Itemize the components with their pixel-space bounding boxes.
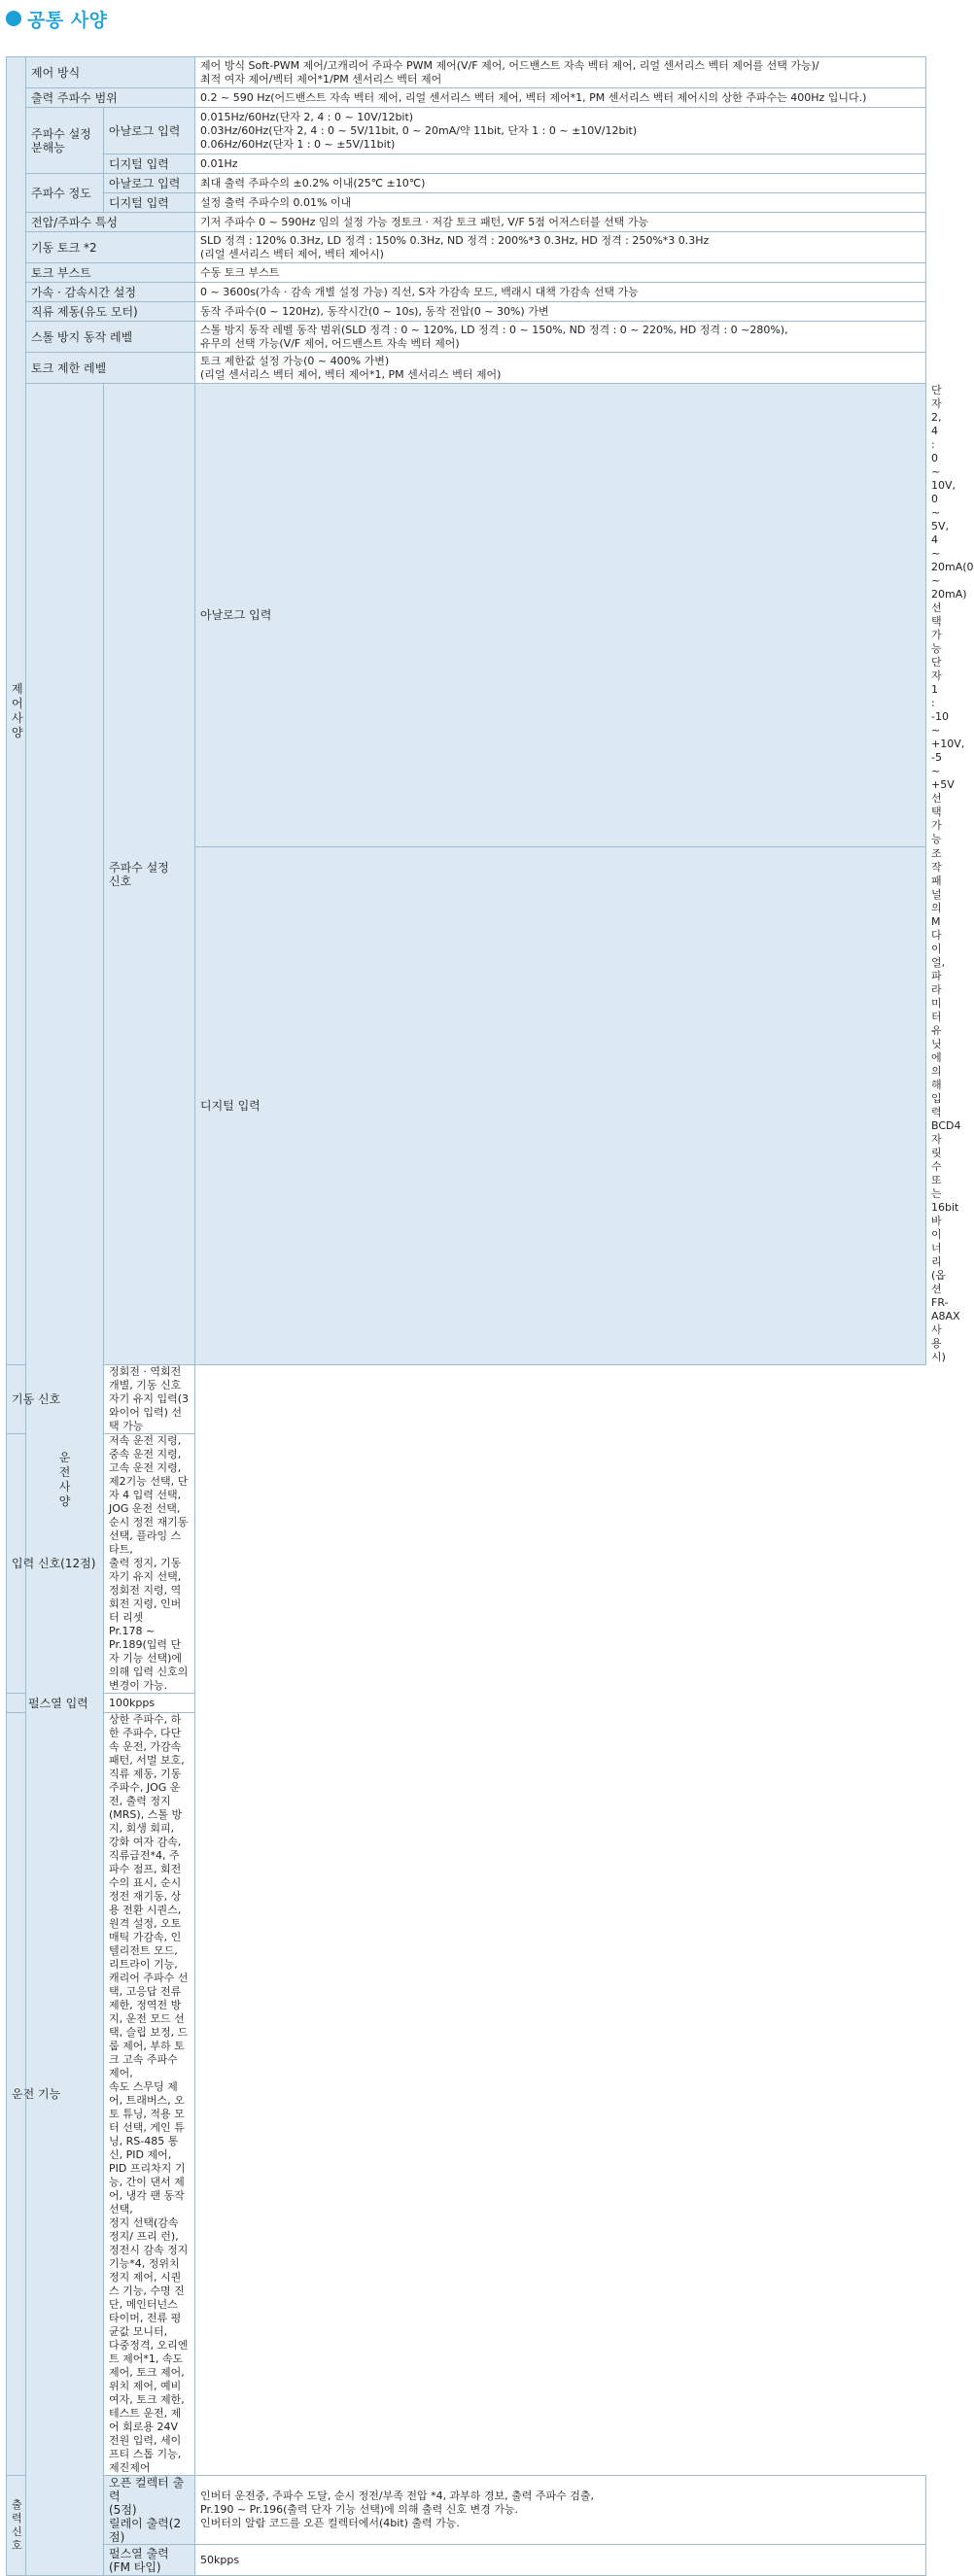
row-label: 기동 토크 *2 — [26, 232, 195, 263]
page-title: 공통 사양 — [27, 9, 108, 31]
section-title — [6, 4, 108, 33]
section-label-control: 제 어 사 양 — [7, 57, 26, 1365]
row-label: 가속 · 감속시간 설정 — [26, 283, 195, 302]
table-row — [7, 353, 926, 384]
row-value: 인버터 운전중, 주파수 도달, 순시 정전/부족 전압 *4, 과부하 경보, 출력 주파수 검출, Pr.190 ~ Pr.196(출력 단자 기능 선택)에 의해 출력 신호 변경 가능. 인버터의 알람 코드를 오픈 컬렉터에서(4bit) 출력 가능. — [195, 2476, 926, 2545]
row-sublabel: 아날로그 입력 — [195, 384, 926, 847]
table-row — [7, 1713, 926, 2476]
table-row — [7, 2476, 926, 2545]
section-label-output: 출 력 신 호 — [7, 2476, 26, 2576]
table-row — [7, 263, 926, 283]
table-row: 디지털 입력 조작 패널의 M 다이얼, 파라미터 유닛에 의해 입력 BCD4 자릿수 또는 16bit 바이너리(옵션 FR-A8AX 사용시) — [7, 847, 926, 1365]
row-sublabel: 디지털 입력 — [104, 193, 195, 213]
section-label-operation: 운 전 사 양 — [26, 384, 104, 2576]
row-label: 스톨 방지 동작 레벨 — [26, 322, 195, 353]
row-label: 입력 신호(12점) — [7, 1434, 104, 1694]
row-value: 제어 방식 Soft-PWM 제어/고캐리어 주파수 PWM 제어(V/F 제어, 어드밴스트 자속 벡터 제어, 리얼 센서리스 벡터 제어를 선택 가능)/ 최적 여자 제어/벡터 제어*1/PM 센서리스 벡터 제어 — [195, 57, 926, 88]
table-row — [7, 213, 926, 232]
table-row: 운 전 사 양 주파수 설정 신호 아날로그 입력 단자 2, 4 : 0 ~ 10V, 0 ~ 5V, 4 ~ 20mA(0 ~ 20mA) 선택 가능 단자 1 : -10 ~ +10V, -5 ~ +5V 선택 가능 — [7, 384, 926, 847]
row-value: 동작 주파수(0 ~ 120Hz), 동작시간(0 ~ 10s), 동작 전압(0 ~ 30%) 가변 — [195, 302, 926, 322]
row-value: 50kpps — [195, 2545, 926, 2576]
bullet-icon — [6, 11, 21, 26]
row-value: 기저 주파수 0 ~ 590Hz 임의 설정 가능 정토크 · 저감 토크 패턴, V/F 5점 어저스터블 선택 가능 — [195, 213, 926, 232]
row-value: 0.015Hz/60Hz(단자 2, 4 : 0 ~ 10V/12bit) 0.03Hz/60Hz(단자 2, 4 : 0 ~ 5V/11bit, 0 ~ 20mA/약 11bit, 단자 1 : 0 ~ ±10V/12bit) 0.06Hz/60Hz(단자 1 : 0 ~ ±5V/11bit) — [195, 108, 926, 155]
row-sublabel: 아날로그 입력 — [104, 108, 195, 155]
table-row — [7, 302, 926, 322]
table-row — [7, 1694, 926, 1713]
row-value: 토크 제한값 설정 가능(0 ~ 400% 가변) (리얼 센서리스 벡터 제어, 벡터 제어*1, PM 센서리스 벡터 제어) — [195, 353, 926, 384]
row-label: 주파수 설정 신호 — [104, 384, 195, 1365]
row-sublabel: 디지털 입력 — [104, 155, 195, 174]
row-label: 제어 방식 — [26, 57, 195, 88]
table-row — [7, 1434, 926, 1694]
row-value: 스톨 방지 동작 레벨 동작 범위(SLD 정격 : 0 ~ 120%, LD 정격 : 0 ~ 150%, ND 정격 : 0 ~ 220%, HD 정격 : 0 ~280%), 유무의 선택 가능(V/F 제어, 어드밴스트 자속 벡터 제어) — [195, 322, 926, 353]
row-label: 직류 제동(유도 모터) — [26, 302, 195, 322]
row-value: 정회전 · 역회전 개별, 기동 신호 자기 유지 입력(3 와이어 입력) 선택 가능 — [104, 1365, 195, 1434]
row-value: 0.2 ~ 590 Hz(어드밴스트 자속 벡터 제어, 리얼 센서리스 벡터 제어, 벡터 제어*1, PM 센서리스 벡터 제어시의 상한 주파수는 400Hz 입니다.) — [195, 88, 926, 108]
row-label: 기동 신호 — [7, 1365, 104, 1434]
row-value: 저속 운전 지령, 중속 운전 지령, 고속 운전 지령, 제2기능 선택, 단자 4 입력 선택, JOG 운전 선택, 순시 정전 재기동 선택, 플라잉 스타트, 출력 정지, 기동 자기 유지 선택, 정회전 지령, 역회전 지령, 인버터 리셋 Pr.178 ~ Pr.189(입력 단자 기능 선택)에 의해 입력 신호의 변경이 가능. — [104, 1434, 195, 1694]
row-value: 상한 주파수, 하한 주파수, 다단속 운전, 가감속 패턴, 서멀 보호, 직류 제동, 기동 주파수, JOG 운전, 출력 정지(MRS), 스톨 방지, 회생 회피, 강화 여자 감속, 직류급전*4, 주파수 점프, 회전수의 표시, 순시 정전 재기동, 상용 전환 시퀀스, 원격 설정, 오토매틱 가감속, 인텔리전트 모드, 리트라이 기능, 캐리어 주파수 선택, 고응답 전류 제한, 정역전 방지, 운전 모드 선택, 슬립 보정, 드룹 제어, 부하 토크 고속 주파수 제어, 속도 스무딩 제어, 트래버스, 오토 튜닝, 적용 모터 선택, 게인 튜닝, RS-485 통신, PID 제어, PID 프리차지 기능, 간이 댄서 제어, 냉각 팬 동작 선택, 정지 선택(감속 정지/ 프리 런), 정전시 감속 정지 기능*4, 정위치 정지 제어, 시퀀스 기능, 수명 진단, 메인터넌스 타이머, 전류 평균값 모니터, 다중정격, 오리엔트 제어*1, 속도 제어, 토크 제어, 위치 제어, 예비 여자, 토크 제한, 테스트 운전, 제어 회로용 24V 전원 입력, 세이프티 스톱 기능, 제진제어 — [104, 1713, 195, 2476]
table-row — [7, 232, 926, 263]
row-label: 펄스열 출력 (FM 타입) — [104, 2545, 195, 2576]
row-value: SLD 정격 : 120% 0.3Hz, LD 정격 : 150% 0.3Hz, ND 정격 : 200%*3 0.3Hz, HD 정격 : 250%*3 0.3Hz (리얼 센서리스 벡터 제어, 벡터 제어시) — [195, 232, 926, 263]
table-row — [7, 193, 926, 213]
row-value: 0 ~ 3600s(가속 · 감속 개별 설정 가능) 직선, S자 가감속 모드, 백래시 대책 가감속 선택 가능 — [195, 283, 926, 302]
table-row — [7, 322, 926, 353]
row-value: 최대 출력 주파수의 ±0.2% 이내(25℃ ±10℃) — [195, 174, 926, 193]
table-row — [7, 57, 926, 88]
table-row — [7, 2545, 926, 2576]
row-label: 주파수 정도 — [26, 174, 104, 213]
row-sublabel: 아날로그 입력 — [104, 174, 195, 193]
row-sublabel: 디지털 입력 — [195, 847, 926, 1365]
row-value: 수동 토크 부스트 — [195, 263, 926, 283]
row-value: 설정 출력 주파수의 0.01% 이내 — [195, 193, 926, 213]
table-row — [7, 174, 926, 193]
table-row — [7, 88, 926, 108]
table-row — [7, 1365, 926, 1434]
row-label: 출력 주파수 범위 — [26, 88, 195, 108]
table-row — [7, 283, 926, 302]
row-label: 전압/주파수 특성 — [26, 213, 195, 232]
row-label: 주파수 설정 분해능 — [26, 108, 104, 174]
row-value: 0.01Hz — [195, 155, 926, 174]
spec-table — [6, 56, 974, 2576]
table-row — [7, 108, 926, 155]
row-label: 운전 기능 — [7, 1713, 104, 2476]
row-label: 토크 부스트 — [26, 263, 195, 283]
row-label: 오픈 컬렉터 출력 (5점) 릴레이 출력(2점) — [104, 2476, 195, 2545]
row-label: 펄스열 입력 — [7, 1694, 104, 1713]
row-label: 토크 제한 레벨 — [26, 353, 195, 384]
table-row — [7, 155, 926, 174]
row-value: 100kpps — [104, 1694, 195, 1713]
